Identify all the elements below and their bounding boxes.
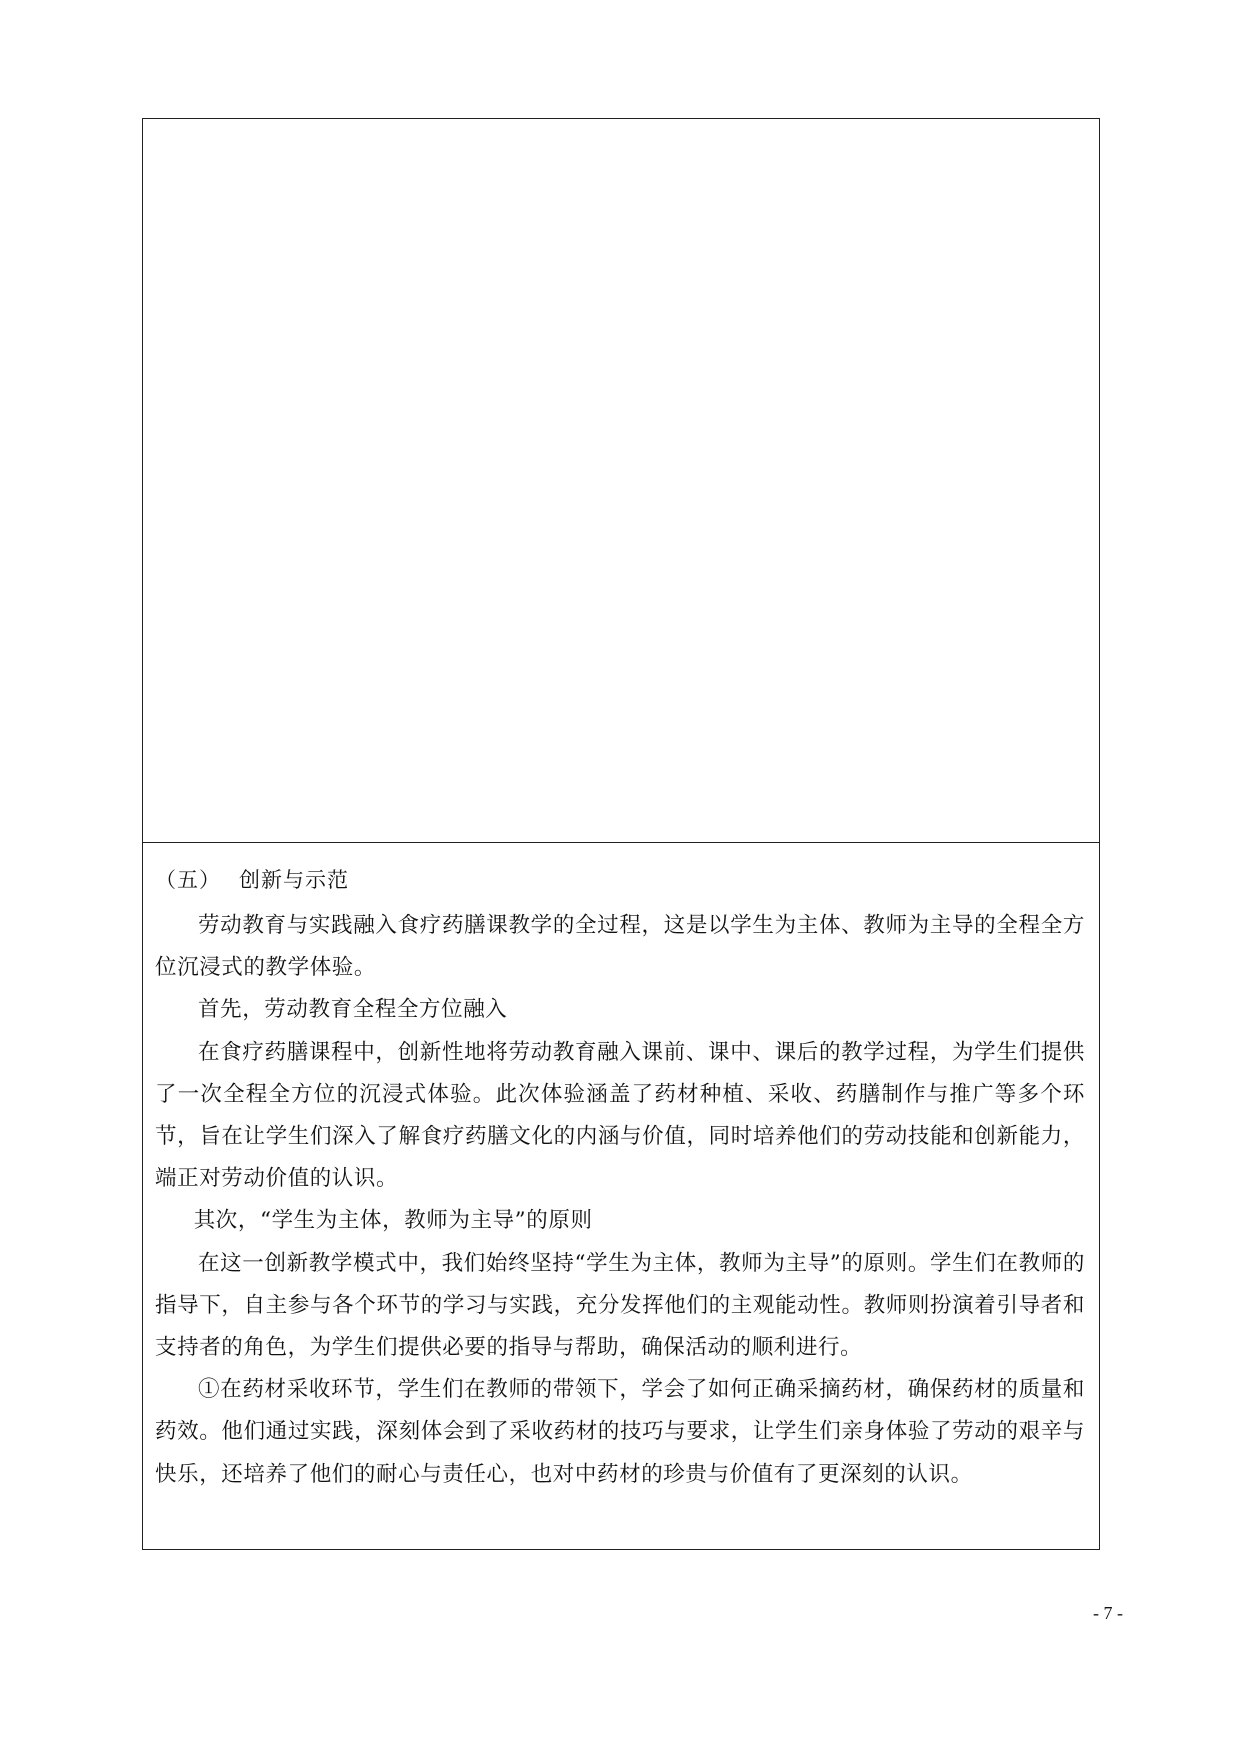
blank-table-cell <box>143 119 1099 843</box>
section-title: 创新与示范 <box>239 868 349 892</box>
section-body <box>155 905 1085 1496</box>
paragraph-first-point: 首先，劳动教育全程全方位融入 <box>198 997 508 1023</box>
page-number: - 7 - <box>1093 1603 1123 1623</box>
paragraph-intro: 劳动教育与实践融入食疗药膳课教学的全过程，这是以学生为主体、教师为主导的全程全方位沉浸式的教学体验。 <box>155 913 1085 981</box>
paragraph-harvest: ①在药材采收环节，学生们在教师的带领下，学会了如何正确采摘药材，确保药材的质量和药效。他们通过实践，深刻体会到了采收药材的技巧与要求，让学生们亲身体验了劳动的艰辛与快乐，还培养了他们的耐心与责任心，也对中药材的珍贵与价值有了更深刻的认识。 <box>155 1377 1085 1487</box>
paragraph-second-point: 其次，“学生为主体，教师为主导”的原则 <box>193 1208 593 1234</box>
paragraph-second-detail: 在这一创新教学模式中，我们始终坚持“学生为主体，教师为主导”的原则。学生们在教师的指导下，自主参与各个环节的学习与实践，充分发挥他们的主观能动性。教师则扮演着引导者和支持者的角色，为学生们提供必要的指导与帮助，确保活动的顺利进行。 <box>155 1250 1085 1361</box>
form-table <box>142 118 1100 1550</box>
innovation-section-cell <box>143 843 1099 1549</box>
section-number: （五） <box>155 868 221 892</box>
section-heading <box>155 865 349 895</box>
paragraph-first-detail: 在食疗药膳课程中，创新性地将劳动教育融入课前、课中、课后的教学过程，为学生们提供了一次全程全方位的沉浸式体验。此次体验涵盖了药材种植、采收、药膳制作与推广等多个环节，旨在让学生们深入了解食疗药膳文化的内涵与价值，同时培养他们的劳动技能和创新能力，端正对劳动价值的认识。 <box>155 1039 1085 1192</box>
